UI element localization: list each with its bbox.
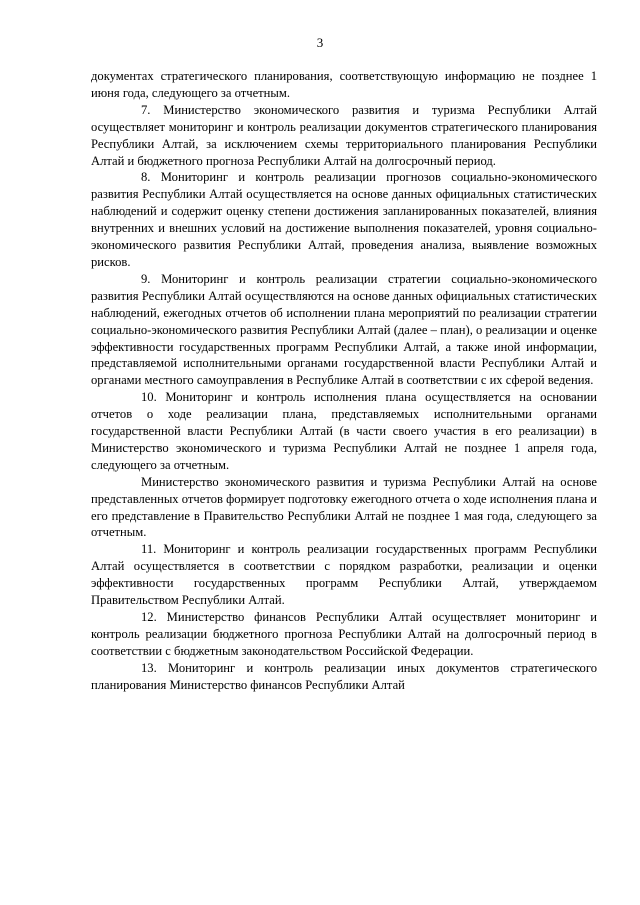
paragraph-continuation: документах стратегического планирования, соответствующую информацию не позднее 1 июня года, следующего за отчетным. — [91, 69, 597, 100]
paragraph-item-9: 9. Мониторинг и контроль реализации стратегии социально-экономического развития Республики Алтай осуществляются на основе данных официальных статистических наблюдений, ежегодных отчетов об исполнении плана мероприятий по реализации стратегии социально-экономического развития Республики Алтай (далее – план), о реализации и оценке эффективности государственных программ Республики Алтай, а также иной информации, представляемой исполнительными органами государственной власти Республики Алтай и органами местного самоуправления в Республике Алтай в соответствии с их сферой ведения. — [91, 271, 597, 388]
paragraph-item-11: 11. Мониторинг и контроль реализации государственных программ Республики Алтай осуществляется в соответствии с порядком разработки, реализации и оценки эффективности государственных программ Республики Алтай, утверждаемом Правительством Республики Алтай. — [91, 542, 597, 608]
paragraph-item-13: 13. Мониторинг и контроль реализации иных документов стратегического планирования Министерство финансов Республики Алтай — [91, 660, 597, 692]
paragraph-item-7: 7. Министерство экономического развития и туризма Республики Алтай осуществляет мониторинг и контроль реализации документов стратегического планирования Республики Алтай, за исключением схемы территориального планирования Республики Алтай и бюджетного прогноза Республики Алтай на долгосрочный период. — [91, 102, 597, 168]
paragraph-item-12: 12. Министерство финансов Республики Алтай осуществляет мониторинг и контроль реализации бюджетного прогноза Республики Алтай на долгосрочный период в соответствии с бюджетным законодательством Российской Федерации. — [91, 610, 597, 658]
paragraph-item-10-cont: Министерство экономического развития и туризма Республики Алтай на основе представленных отчетов формирует подготовку ежегодного отчета о ходе исполнения плана и его представление в Правительство Республики Алтай не позднее 1 мая года, следующего за отчетным. — [91, 474, 597, 540]
document-body — [91, 68, 597, 694]
paragraph-item-10: 10. Мониторинг и контроль исполнения плана осуществляется на основании отчетов о ходе реализации плана, представляемых исполнительными органами государственной власти Республики Алтай (в части своего участия в его реализации) в Министерство экономического и туризма Республики Алтай не позднее 1 апреля года, следующего за отчетным. — [91, 390, 597, 472]
paragraph-item-8: 8. Мониторинг и контроль реализации прогнозов социально-экономического развития Республики Алтай осуществляется на основе данных официальных статистических наблюдений и содержит оценку степени достижения запланированных показателей, влияния внутренних и внешних условий на достижение выполнения показателей, уровня социально-экономического развития Республики Алтай, проведения анализа, выявление возможных рисков. — [91, 170, 597, 269]
page-number: 3 — [316, 35, 324, 50]
